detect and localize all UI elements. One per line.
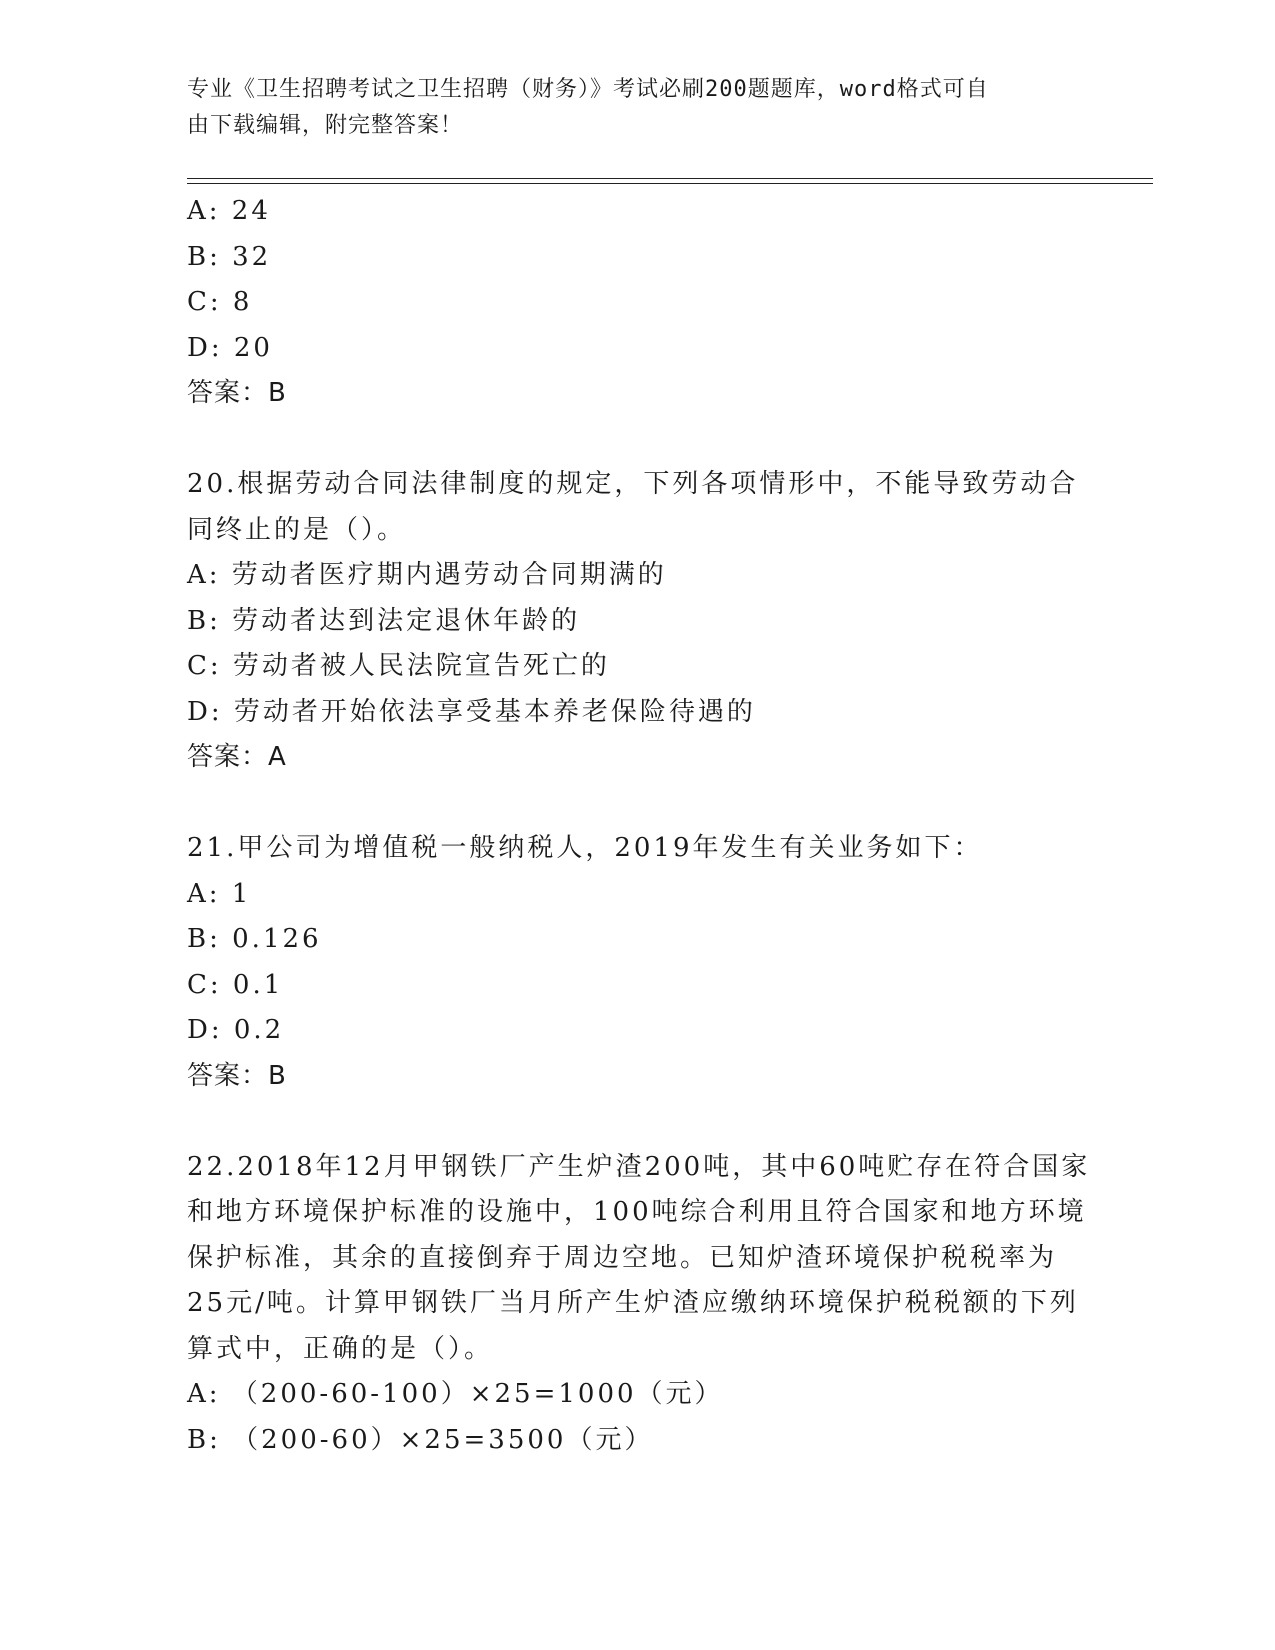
header-line-2: 由下载编辑，附完整答案！ xyxy=(187,113,464,138)
question-block xyxy=(187,826,1087,1099)
option-d: D: 20 xyxy=(187,332,273,363)
option-c: C: 0.1 xyxy=(187,969,284,1000)
header-divider-top xyxy=(187,178,1153,179)
question-block xyxy=(187,1145,1091,1464)
spacer xyxy=(187,781,1087,827)
document-header xyxy=(187,72,1067,144)
option-a: A: 劳动者医疗期内遇劳动合同期满的 xyxy=(187,560,667,590)
question-text-line: 和地方环境保护标准的设施中，100吨综合利用且符合国家和地方环境 xyxy=(187,1197,1087,1227)
question-text-line: 21.甲公司为增值税一般纳税人，2019年发生有关业务如下： xyxy=(187,833,983,863)
header-line-1: 专业《卫生招聘考试之卫生招聘（财务）》考试必刷200题题库，word格式可自 xyxy=(187,77,989,102)
option-b: B: 0.126 xyxy=(187,924,322,954)
option-a: A: 1 xyxy=(187,878,252,909)
option-a: A: 24 xyxy=(187,196,271,226)
spacer xyxy=(187,1099,1087,1145)
answer-line: 答案：A xyxy=(187,742,287,772)
option-c: C: 8 xyxy=(187,287,253,317)
spacer xyxy=(187,417,1087,463)
question-text-line: 20.根据劳动合同法律制度的规定，下列各项情形中，不能导致劳动合 xyxy=(187,469,1079,499)
question-block xyxy=(187,462,1087,781)
option-c: C: 劳动者被人民法院宣告死亡的 xyxy=(187,651,610,681)
answer-line: 答案：B xyxy=(187,378,287,408)
question-text-line: 算式中，正确的是（）。 xyxy=(187,1333,494,1364)
question-text-line: 25元/吨。计算甲钢铁厂当月所产生炉渣应缴纳环境保护税税额的下列 xyxy=(187,1288,1079,1318)
question-block xyxy=(187,189,1087,417)
question-text-line: 同终止的是（）。 xyxy=(187,514,407,545)
answer-line: 答案：B xyxy=(187,1060,287,1091)
option-b: B: 32 xyxy=(187,241,272,272)
option-b: B: 劳动者达到法定退休年龄的 xyxy=(187,605,581,636)
option-d: D: 0.2 xyxy=(187,1015,285,1045)
option-b: B: （200-60）×25=3500（元） xyxy=(187,1424,654,1455)
option-d: D: 劳动者开始依法享受基本养老保险待遇的 xyxy=(187,696,756,727)
header-divider-bottom xyxy=(187,183,1153,184)
question-text-line: 保护标准，其余的直接倒弃于周边空地。已知炉渣环境保护税税率为 xyxy=(187,1242,1058,1273)
question-text-line: 22.2018年12月甲钢铁厂产生炉渣200吨，其中60吨贮存在符合国家 xyxy=(187,1151,1091,1182)
question-list xyxy=(187,189,1091,1463)
option-a: A: （200-60-100）×25=1000（元） xyxy=(187,1379,724,1409)
